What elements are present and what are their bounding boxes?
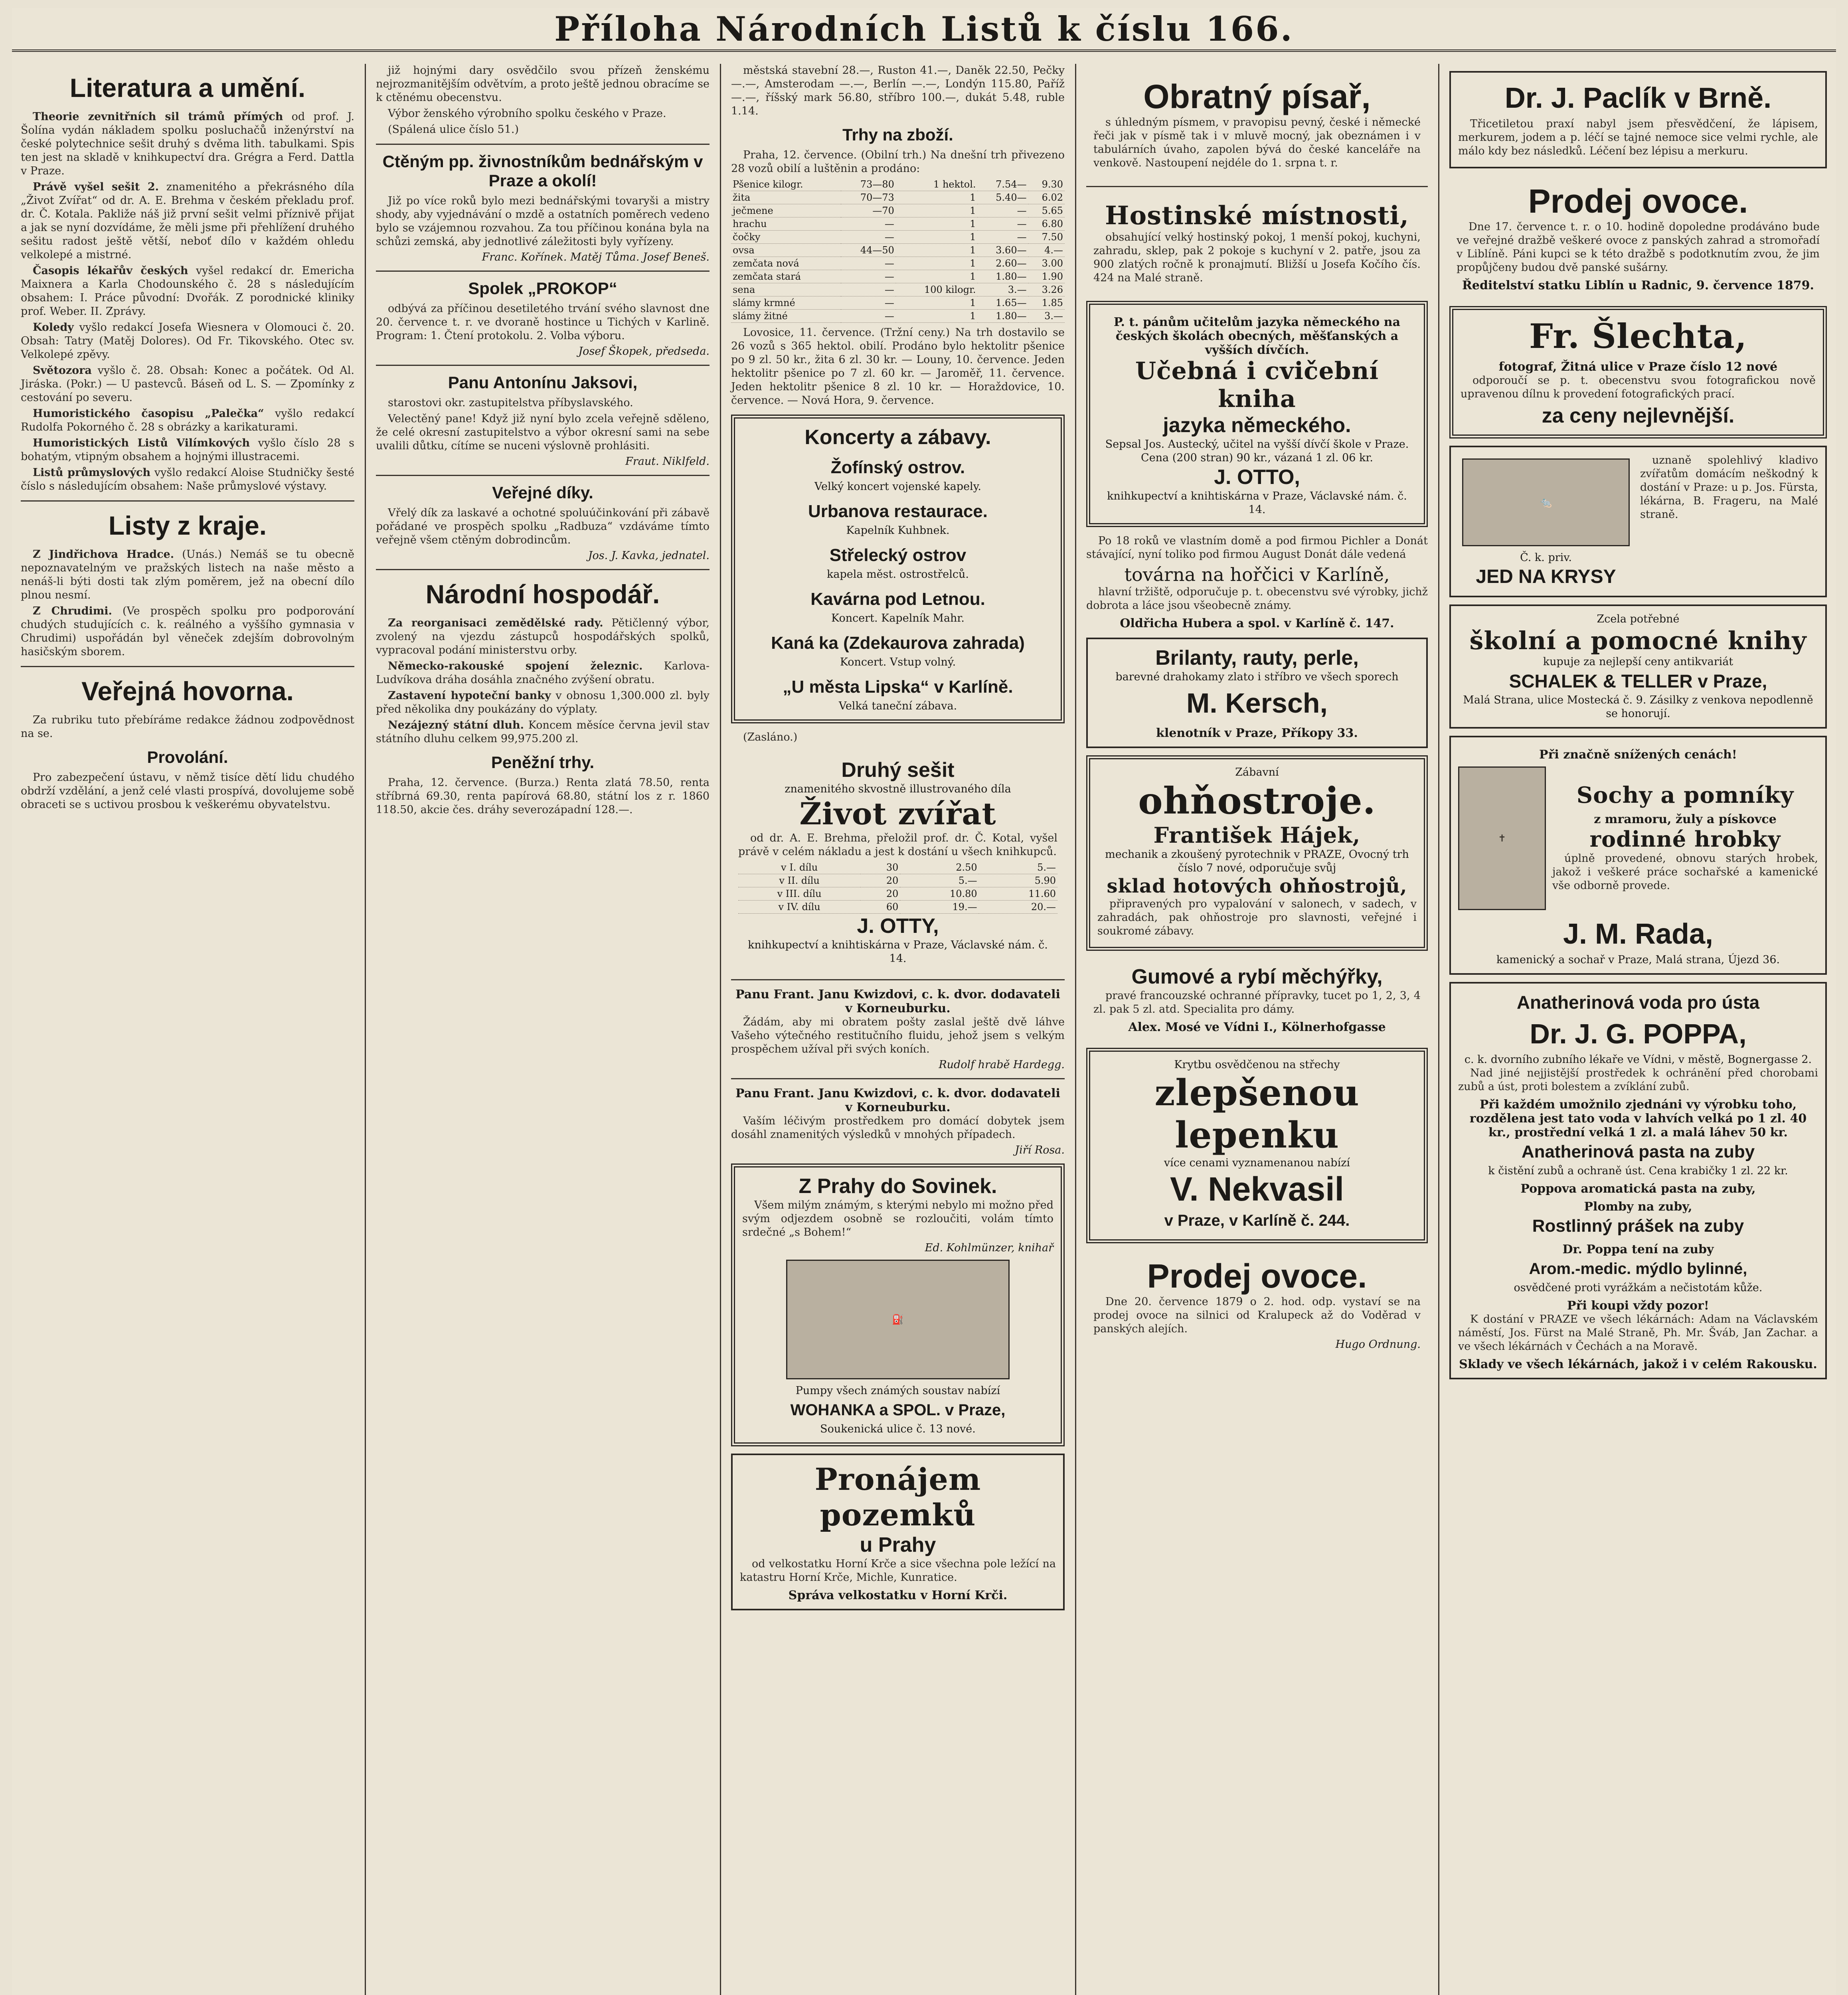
ad-headline: továrna na hořčici v Karlíně, bbox=[1124, 564, 1390, 585]
rat-engraving-image: 🐀 bbox=[1462, 458, 1630, 546]
article-item: Zastavení hypoteční banky v obnosu 1,300.000 zl. byly před několika dny poukázány do výplaty. bbox=[376, 689, 710, 715]
divider bbox=[376, 271, 710, 272]
article-subtitle: starostovi okr. zastupitelstva příbyslavského. bbox=[388, 397, 633, 409]
divider bbox=[1086, 186, 1428, 187]
table-row bbox=[731, 204, 1065, 217]
ad-title: Druhý sešit bbox=[841, 758, 955, 782]
table-cell: 20 bbox=[860, 874, 900, 887]
article-text: Lovosice, 11. července. (Tržní ceny.) Na trh dostavilo se 26 vozů s 365 hektol. obilí. Prodáno bylo hektolitr pšenice po 9 zl. 50 kr., žita 6 zl. 30 kr. — Louny, 10. července. Jeden hektolitr pšenice po 7 zl. 60 kr. — Jaroměř, 11. července. Jeden hektolitr pšenice 8 zl. 10 kr. — Horaždovice, 10. července. — Nová Hora, 9. července. bbox=[731, 326, 1065, 407]
venue-detail: Velký koncert vojenské kapely. bbox=[814, 480, 981, 493]
pump-engraving-image: ⛽ bbox=[786, 1260, 1010, 1379]
table-cell: 3.00 bbox=[1028, 257, 1065, 270]
table-cell: v IV. dílu bbox=[738, 901, 860, 914]
table-cell: 1.85 bbox=[1028, 296, 1065, 310]
ad-text: kupuje za nejlepší ceny antikvariát bbox=[1543, 656, 1733, 668]
article-title: Peněžní trhy. bbox=[491, 753, 595, 772]
ad-text: K dostání v PRAZE ve všech lékárnách: Adam na Václavském náměstí, Jos. Fürst na Malé Straně, Ph. Mr. Šváb, Jan Zachar. a ve všech lékárnách v Čechách a na Moravě. bbox=[1458, 1313, 1818, 1353]
ad-headline: ohňostroje. bbox=[1138, 779, 1376, 822]
table-row bbox=[731, 270, 1065, 283]
divider bbox=[376, 569, 710, 570]
ad-subtitle: znamenitého skvostně illustrovaného díla bbox=[785, 783, 1011, 795]
table-cell: — bbox=[841, 310, 896, 323]
table-cell: 60 bbox=[860, 901, 900, 914]
venue-name: Kaná ka (Zdekaurova zahrada) bbox=[771, 633, 1025, 653]
ad-headline: Sochy a pomníky bbox=[1576, 782, 1794, 808]
table-cell: 3.26 bbox=[1028, 283, 1065, 296]
article-title: Panu Antonínu Jaksovi, bbox=[448, 373, 638, 392]
ad-company: J. M. Rada, bbox=[1563, 918, 1714, 950]
table-cell: Pšenice kilogr. bbox=[731, 178, 841, 191]
article-text: Velectěný pane! Když již nyní bylo zcela veřejně sděleno, že celé okresní zastupitelstvo a výbor okresní sami na sebe uvalili důtku, cítíme se nuceni výslovně prohlásiti. bbox=[376, 413, 710, 452]
table-cell: 1 bbox=[896, 191, 978, 204]
signature: Výbor ženského výrobního spolku českého v Praze. bbox=[388, 107, 666, 120]
ad-text: Dne 20. července 1879 o 2. hod. odp. vystaví se na prodej ovoce na silnici od Kralupeck až do Voděrad v panských alejích. bbox=[1093, 1296, 1421, 1335]
ad-subtitle: fotograf, Žitná ulice v Praze číslo 12 nové bbox=[1498, 360, 1778, 374]
ad-headline: školní a pomocné knihy bbox=[1469, 626, 1807, 655]
table-cell: —70 bbox=[841, 204, 896, 217]
masthead bbox=[12, 8, 1836, 52]
ad-title: Z Prahy do Sovinek. bbox=[798, 1175, 997, 1198]
ad-text: osvědčené proti vyrážkám a nečistotám kůže. bbox=[1514, 1282, 1763, 1294]
table-cell: 1.80— bbox=[978, 310, 1028, 323]
ad-text: k čistění zubů a ochraně úst. Cena krabičky 1 zl. 22 kr. bbox=[1488, 1165, 1788, 1177]
venue-detail: Kapelník Kuhbnek. bbox=[846, 524, 950, 537]
table-cell: 4.— bbox=[1028, 244, 1065, 257]
article-title: Spolek „PROKOP“ bbox=[468, 279, 617, 298]
table-cell: 3.60— bbox=[978, 244, 1028, 257]
article-item: Listů průmyslových vyšlo redakcí Aloise Studničky šesté číslo s následujícím obsahem: Naše průmyslové výstavy. bbox=[21, 466, 354, 492]
table-cell: 5.90 bbox=[979, 874, 1057, 887]
table-cell: 6.80 bbox=[1028, 217, 1065, 231]
table-cell: — bbox=[978, 204, 1028, 217]
ad-land-lease bbox=[731, 1454, 1065, 1610]
ad-address: knihkupectví a knihtiskárna v Praze, Václavské nám. č. 14. bbox=[1107, 490, 1407, 516]
label: (Zasláno.) bbox=[743, 731, 798, 743]
table-cell: 9.30 bbox=[1028, 178, 1065, 191]
ad-school-books bbox=[1449, 604, 1827, 729]
ad-headline: Brilanty, rauty, perle, bbox=[1155, 646, 1359, 670]
ad-headline: Život zvířat bbox=[799, 796, 996, 832]
article-item: Z Chrudimi. (Ve prospěch spolku pro podporování chudých studujících c. k. reálného a vyššího gymnasia v Chrudimi) uspořádán byl věneček zdejším dobrovolným hasičským sborem. bbox=[21, 605, 355, 658]
signature: Správa velkostatku v Horní Krči. bbox=[788, 1588, 1008, 1602]
ad-subheadline: sklad hotových ohňostrojů, bbox=[1107, 875, 1407, 897]
column-2 bbox=[367, 64, 718, 1995]
article-item: Koledy vyšlo redakcí Josefa Wiesnera v Olomouci č. 20. Obsah: Tatry (Matěj Dolores). Od Fr. Tikovského. Otec sv. Velkolepé zpěvy. bbox=[21, 321, 354, 361]
venue-detail: Koncert. Kapelník Mahr. bbox=[831, 612, 965, 624]
ad-inn bbox=[1086, 194, 1428, 294]
table-cell: hrachu bbox=[731, 217, 841, 231]
ad-roofing bbox=[1086, 1048, 1428, 1243]
ad-jewelry bbox=[1086, 638, 1428, 748]
table-row bbox=[731, 217, 1065, 231]
ad-address: klenotník v Praze, Příkopy 33. bbox=[1156, 726, 1358, 740]
table-cell: čočky bbox=[731, 231, 841, 244]
table-row bbox=[731, 283, 1065, 296]
ad-pretitle: Zcela potřebné bbox=[1597, 613, 1680, 625]
table-cell: v II. dílu bbox=[738, 874, 860, 887]
cross-monument-image: ✝ bbox=[1458, 766, 1546, 910]
ad-subtitle: mechanik a zkoušený pyrotechnik v PRAZE, Ovocný trh číslo 7 nové, odporučuje svůj bbox=[1105, 848, 1409, 874]
ad-subheadline: Dr. Poppa tení na zuby bbox=[1562, 1242, 1714, 1256]
table-cell: 2.50 bbox=[900, 861, 978, 874]
forum-note: Za rubriku tuto přebíráme redakce žádnou zodpovědnost na se. bbox=[21, 714, 354, 740]
ad-fireworks bbox=[1086, 755, 1428, 951]
table-cell: — bbox=[841, 270, 896, 283]
section-title-regional: Listy z kraje. bbox=[108, 511, 267, 540]
article-text: Již po více roků bylo mezi bednářskými tovaryši a mistry shody, aby vyjednávání o mzdě a ostatních poměrech vedeno bylo se vzájemnou rozvahou. Za tou příčinou konána byla na schůzi zemská, aby jednotlivé záležitosti byly vyřízeny. bbox=[376, 195, 710, 248]
ad-text: s úhledným písmem, v pravopisu pevný, české i německé řeči jak v písmě tak i v mluvě mocný, jak obeznámen i v tabulárních úvaho, zapolen bývá do české kanceláře na venkově. Nastoupení nejdéle do 1. srpna t. r. bbox=[1093, 116, 1421, 169]
address: (Spálená ulice číslo 51.) bbox=[388, 123, 519, 136]
table-cell: 1 bbox=[896, 244, 978, 257]
ad-text: úplně provedené, obnovu starých hrobek, jakož i veškeré práce sochařské a kamenické vše odborně provede. bbox=[1552, 852, 1818, 892]
ad-company: František Hájek, bbox=[1153, 822, 1361, 848]
table-cell: 3.— bbox=[1028, 310, 1065, 323]
ad-subtitle: z mramoru, žuly a pískovce bbox=[1594, 812, 1777, 826]
ad-warning: Při koupi vždy pozor! bbox=[1567, 1299, 1709, 1313]
ad-pretitle: Krytbu osvědčenou na střechy bbox=[1174, 1059, 1340, 1071]
ad-pretitle: Při značně snížených cenách! bbox=[1539, 748, 1737, 762]
table-cell: 1 bbox=[896, 204, 978, 217]
table-cell: 1.65— bbox=[978, 296, 1028, 310]
ad-publisher: J. OTTY, bbox=[857, 915, 939, 938]
article-item: Světozora vyšlo č. 28. Obsah: Konec a počátek. Od Al. Jiráska. (Pokr.) — U pastevců. Báseň od L. S. — Zpomínky z cestování po severu. bbox=[21, 364, 354, 404]
table-row bbox=[731, 257, 1065, 270]
table-cell: 70—73 bbox=[841, 191, 896, 204]
table-cell: 5.— bbox=[979, 861, 1057, 874]
proclamation-title: Provolání. bbox=[147, 748, 228, 766]
article-title: Ctěným pp. živnostníkům bednářským v Praze a okolí! bbox=[382, 152, 703, 190]
divider bbox=[376, 365, 710, 366]
table-cell: ječmene bbox=[731, 204, 841, 217]
article-item: Za reorganisaci zemědělské rady. Pětičlenný výbor, zvolený na vjezdu zástupců hospodářských spolků, vypracoval podání ministerstvu orby. bbox=[376, 617, 710, 656]
signature: Ředitelství statku Liblín u Radnic, 9. července 1879. bbox=[1462, 279, 1814, 292]
venue-name: „U města Lipska“ v Karlíně. bbox=[783, 677, 1013, 697]
ad-text: hlavní tržiště, odporučuje p. t. obecenstvu své výrobky, jichž dobrota a láce jsou všeobecně známy. bbox=[1086, 586, 1428, 612]
ad-pretitle: Zábavní bbox=[1235, 766, 1279, 778]
table-row bbox=[738, 901, 1057, 914]
ad-subtitle: více cenami vyznamenanou nabízí bbox=[1164, 1157, 1350, 1169]
table-cell: 3.— bbox=[978, 283, 1028, 296]
ad-subheadline: rodinné hrobky bbox=[1589, 826, 1781, 852]
table-cell: — bbox=[841, 296, 896, 310]
article-item: Z Jindřichova Hradce. (Unás.) Nemáš se tu obecně nepoznavatelným ve pražských listech na naše město a nenáš-li býti dosti tak zlým poměrem, jež na obecní dílo plnou nesmí. bbox=[21, 548, 354, 601]
table-cell: 1 hektol. bbox=[896, 178, 978, 191]
ad-subtitle: jazyka německého. bbox=[1163, 414, 1351, 437]
column-rule bbox=[365, 64, 366, 1995]
table-cell: 1 bbox=[896, 296, 978, 310]
table-cell: 30 bbox=[860, 861, 900, 874]
grain-price-table bbox=[731, 178, 1065, 323]
table-row bbox=[731, 296, 1065, 310]
table-cell: ovsa bbox=[731, 244, 841, 257]
venue-detail: Koncert. Vstup volný. bbox=[840, 656, 956, 668]
section-title-economy: Národní hospodář. bbox=[425, 579, 660, 609]
article-item: Theorie zevnitřních sil trámů přímých od prof. J. Šolína vydán nákladem spolku posluchačů inženýrství na české polytechnice sešit druhý s dvěma lith. tabulkami. Spis ten jest na skladě v knihkupectví dra. Grégra a Ferd. Dattla v Praze. bbox=[21, 111, 355, 177]
ad-text: Nad jiné nejjistější prostředek k ochránění před chorobami zubů a úst, proti bolestem a zvíklání zubů. bbox=[1458, 1067, 1818, 1093]
article-item: Právě vyšel sešit 2. znamenitého a překrásného díla „Život Zvířat“ od dr. A. E. Brehma v českém překladu prof. dr. Č. Kotala. Pakliže náš již první sešit velmi příznivě přijat a jak se nyní dozvídáme, že měli jsme při přehlížení druhého sešitu radost ještě větší, neboť dílo v každém ohledu velkolepé a mistrné. bbox=[21, 181, 354, 261]
ad-address: knihkupectví a knihtiskárna v Praze, Václavské nám. č. 14. bbox=[748, 939, 1048, 965]
signature: Rudolf hrabě Hardegg. bbox=[939, 1059, 1065, 1071]
ad-headline: Dr. J. Paclík v Brně. bbox=[1504, 82, 1772, 114]
ad-price: za ceny nejlevnější. bbox=[1542, 404, 1735, 427]
column-4 bbox=[1077, 64, 1437, 1995]
venue-name: Střelecký ostrov bbox=[829, 545, 966, 565]
venue-name: Kavárna pod Letnou. bbox=[810, 589, 985, 609]
table-cell: v I. dílu bbox=[738, 861, 860, 874]
ad-photographer bbox=[1449, 306, 1827, 439]
ad-headline: zlepšenou lepenku bbox=[1154, 1072, 1360, 1156]
ad-company: V. Nekvasil bbox=[1170, 1170, 1344, 1208]
table-cell: 5.— bbox=[900, 874, 978, 887]
table-cell: 7.54— bbox=[978, 178, 1028, 191]
table-cell: slámy žitné bbox=[731, 310, 841, 323]
ad-headline: Pronájem pozemků bbox=[814, 1462, 981, 1533]
divider bbox=[731, 1078, 1065, 1079]
table-cell: v III. dílu bbox=[738, 887, 860, 901]
table-cell: 1.90 bbox=[1028, 270, 1065, 283]
ad-rubber bbox=[1086, 958, 1428, 1041]
signature: Josef Škopek, předseda. bbox=[578, 345, 710, 358]
ad-fruit-sale bbox=[1086, 1250, 1428, 1363]
column-5 bbox=[1441, 64, 1836, 1995]
ad-headline: Fr. Šlechta, bbox=[1529, 316, 1747, 356]
signature: Oldřicha Hubera a spol. v Karlíně č. 147. bbox=[1120, 616, 1394, 630]
table-cell: 7.50 bbox=[1028, 231, 1065, 244]
table-cell: 1 bbox=[896, 231, 978, 244]
ad-footer: Sklady ve všech lékárnách, jakož i v celém Rakousku. bbox=[1459, 1357, 1817, 1371]
ad-subheadline: Rostlinný prášek na zuby bbox=[1532, 1216, 1744, 1236]
signature: Alex. Mosé ve Vídni I., Kölnerhofgasse bbox=[1128, 1020, 1386, 1034]
ad-address: kamenický a sochař v Praze, Malá strana, Újezd 36. bbox=[1496, 954, 1780, 966]
section-title-public-forum: Veřejná hovorna. bbox=[81, 676, 294, 706]
ad-company: Dr. J. G. POPPA, bbox=[1530, 1018, 1747, 1049]
venue-detail: kapela měst. ostrostřelců. bbox=[827, 568, 969, 581]
masthead-title: Příloha Národních Listů k číslu 166. bbox=[554, 9, 1294, 49]
ad-address: Soukenická ulice č. 13 nové. bbox=[820, 1423, 976, 1435]
table-row bbox=[738, 887, 1057, 901]
ad-headline: Prodej ovoce. bbox=[1147, 1257, 1367, 1295]
ad-textbook bbox=[1086, 301, 1428, 527]
table-row bbox=[738, 874, 1057, 887]
table-cell: zemčata nová bbox=[731, 257, 841, 270]
table-cell: — bbox=[841, 217, 896, 231]
ad-text: obsahující velký hostinský pokoj, 1 menší pokoj, kuchyni, zahradu, sklep, pak 2 pokoje s kuchyní v 2. patře, jsou za 900 zlatých ročně k pronajmutí. Bližší u Josefa Kočího čís. 424 na Malé straně. bbox=[1093, 231, 1421, 284]
ad-subtitle: c. k. dvorního zubního lékaře ve Vídni, v městě, Bognergasse 2. bbox=[1464, 1053, 1812, 1066]
table-cell: 11.60 bbox=[979, 887, 1057, 901]
signature: Jos. J. Kavka, jednatel. bbox=[588, 549, 710, 562]
ad-text: Všem milým známým, s kterými nebylo mi možno před svým odjezdem osobně se rozloučiti, volám tímto srdečné „s Bohem!“ bbox=[742, 1199, 1053, 1238]
ad-company: WOHANKA a SPOL. v Praze, bbox=[790, 1401, 1006, 1419]
letter-text: Vaším léčivým prostředkem pro domácí dobytek jsem dosáhl znamenitých výsledků v mnohých případech. bbox=[731, 1115, 1065, 1141]
table-cell: — bbox=[978, 231, 1028, 244]
ad-subheadline: Anatherinová pasta na zuby bbox=[1521, 1142, 1755, 1161]
table-cell: — bbox=[841, 231, 896, 244]
ad-headline: Učebná i cvičební kniha bbox=[1135, 357, 1379, 413]
ad-headline: JED NA KRYSY bbox=[1476, 566, 1616, 587]
divider bbox=[21, 666, 354, 667]
table-cell: 5.65 bbox=[1028, 204, 1065, 217]
ad-headline: Obratný písař, bbox=[1143, 78, 1371, 115]
ad-text: pravé francouzské ochranné přípravky, tucet po 1, 2, 3, 4 zl. pak 5 zl. atd. Specialita pro dámy. bbox=[1093, 990, 1421, 1015]
proclamation-text: Pro zabezpečení ústavu, v němž tisíce dětí lidu chudého obdrží vzdělání, a jenž celé vlasti prospívá, dovolujeme sobě obraceti se s uctivou prosbou k veškerému obyvatelstvu. bbox=[21, 771, 354, 811]
column-1 bbox=[12, 64, 363, 1995]
ad-headline: Hostinské místnosti, bbox=[1105, 201, 1409, 231]
ad-text: Pumpy všech známých soustav nabízí bbox=[795, 1385, 1000, 1397]
table-row bbox=[731, 244, 1065, 257]
table-cell: sena bbox=[731, 283, 841, 296]
ad-text: od dr. A. E. Brehma, přeložil prof. dr. Č. Kotal, vyšel právě v celém nákladu a jest k dostání u všech knihkupců. bbox=[738, 832, 1057, 858]
table-cell: 1 bbox=[896, 257, 978, 270]
literature-items bbox=[21, 110, 354, 493]
table-cell: 1 bbox=[896, 310, 978, 323]
ad-text: Po 18 roků ve vlastním domě a pod firmou Pichler a Donát stávající, nyní toliko pod firmou August Donát dále vedená bbox=[1086, 535, 1428, 561]
ad-book bbox=[731, 751, 1065, 972]
ad-address: v Praze, v Karlíně č. 244. bbox=[1164, 1212, 1350, 1229]
article-title: Trhy na zboží. bbox=[842, 125, 953, 144]
table-row bbox=[731, 191, 1065, 204]
article-item: Nezájezný státní dluh. Koncem měsíce června jevil stav státního dluhu celkem 99,975.200 zl. bbox=[376, 719, 710, 745]
table-row bbox=[731, 231, 1065, 244]
ad-dental bbox=[1449, 982, 1827, 1379]
table-cell: 2.60— bbox=[978, 257, 1028, 270]
column-rule bbox=[1075, 64, 1076, 1995]
ad-text: připravených pro vypalování v salonech, v sadech, v zahradách, pak ohňostroje pro slavnosti, veřejné i soukromé zábavy. bbox=[1097, 898, 1417, 937]
signature: Fraut. Niklfeld. bbox=[625, 455, 710, 468]
table-cell: 20.— bbox=[979, 901, 1057, 914]
ad-company: SCHALEK & TELLER v Praze, bbox=[1509, 671, 1767, 691]
ad-text: uznaně spolehlivý kladivo zvířatům domácím neškodný k dostání v Praze: u p. Jos. Fürsta, lékárna, B. Frageru, na Malé straně. bbox=[1640, 454, 1818, 521]
venue-name: Žofínský ostrov. bbox=[830, 458, 965, 477]
ad-label: Č. k. priv. bbox=[1520, 551, 1572, 564]
article-item: Německo-rakouské spojení železnic. Karlova-Ludvíkova dráha dosáhla značného zvýšení obratu. bbox=[376, 660, 710, 686]
table-cell: žita bbox=[731, 191, 841, 204]
table-cell: — bbox=[978, 217, 1028, 231]
ad-rat-poison bbox=[1449, 446, 1827, 597]
ad-sovinek bbox=[731, 1163, 1065, 1446]
divider bbox=[376, 144, 710, 145]
article-text: Vřelý dík za laskavé a ochotné spoluúčinkování při zábavě pořádané ve prospěch spolku „Radbuza“ vzdáváme tímto veřejně všem ctěným dobrodincům. bbox=[376, 507, 710, 546]
signature: Ed. Kohlmünzer, knihař bbox=[925, 1242, 1053, 1254]
table-cell: 5.40— bbox=[978, 191, 1028, 204]
signature: Hugo Ordnung. bbox=[1335, 1338, 1421, 1351]
venue-name: Urbanova restaurace. bbox=[808, 502, 988, 521]
ad-headline: Gumové a rybí měchýřky, bbox=[1131, 965, 1383, 988]
ad-fruit-sale bbox=[1449, 176, 1827, 299]
ad-subheadline: Plomby na zuby, bbox=[1584, 1200, 1692, 1214]
article-text: Praha, 12. července. (Burza.) Renta zlatá 78.50, renta stříbrná 69.30, renta papírová 68.80, státní los z r. 1860 118.50, akcie čes. dráhy severozápadní 128.—. bbox=[376, 776, 710, 816]
table-cell: zemčata stará bbox=[731, 270, 841, 283]
ad-subtitle: u Prahy bbox=[860, 1533, 936, 1556]
column-rule bbox=[1438, 64, 1439, 1995]
article-item: Humoristických Listů Vilímkových vyšlo číslo 28 s bohatým, vtipným obsahem a hojnými illustracemi. bbox=[21, 437, 355, 463]
table-row bbox=[738, 861, 1057, 874]
ad-price: Při každém umožnilo zjednáni vy výrobku toho, rozdělena jest tato voda v lahvích velká po 1 zl. 40 kr., prostřední velká 1 zl. a malá láhev 50 kr. bbox=[1469, 1098, 1807, 1140]
article-text: odbývá za příčinou desetiletého trvání svého slavnost dne 20. července t. r. ve dvoraně hostince u Tichých v Karlině. Program: 1. Čtení protokolu. 2. Volba výboru. bbox=[376, 302, 710, 342]
article-item: Humoristického časopisu „Palečka“ vyšlo redakcí Rudolfa Pokorného č. 28 s obrázky a karikaturami. bbox=[21, 407, 354, 433]
table-cell: 1 bbox=[896, 217, 978, 231]
ad-price: Cena (200 stran) 90 kr., vázaná 1 zl. 06 kr. bbox=[1141, 452, 1373, 464]
article-text: Praha, 12. července. (Obilní trh.) Na dnešní trh přivezeno 28 vozů obilí a luštěnin a prodáno: bbox=[731, 149, 1065, 175]
table-cell: 44—50 bbox=[841, 244, 896, 257]
ad-publisher: J. OTTO, bbox=[1214, 466, 1300, 489]
article-item: Časopis lékařův českých vyšel redakcí dr. Emericha Maixnera a Karla Chodounského č. 28 s následujícím obsahem: I. Práce původní: Dvořák. Z porodnické kliniky prof. Weber. II. Zprávy. bbox=[21, 265, 354, 318]
table-cell: 100 kilogr. bbox=[896, 283, 978, 296]
ad-monuments bbox=[1449, 736, 1827, 975]
ad-scribe bbox=[1086, 71, 1428, 179]
table-cell: 6.02 bbox=[1028, 191, 1065, 204]
table-row bbox=[731, 178, 1065, 191]
letter-title: Panu Frant. Janu Kwizdovi, c. k. dvor. dodavateli v Korneuburku. bbox=[735, 1086, 1060, 1114]
ad-text: Dne 17. července t. r. o 10. hodině dopoledne prodáváno bude ve veřejné dražbě veškeré ovoce z panských zahrad a stromořadí v Liblíně. Páni kupci se k této dražbě s podotknutím zvou, že jim propůjčeny budou dvě panské sušárny. bbox=[1457, 221, 1820, 274]
letter-text: Žádám, aby mi obratem pošty zaslal ještě dvě láhve Vašeho výtečného restitučního fluidu, jehož jsem s velkým prospěchem užíval při svých koních. bbox=[731, 1016, 1065, 1055]
ad-concerts bbox=[731, 415, 1065, 723]
column-rule bbox=[720, 64, 721, 1995]
table-cell: — bbox=[841, 283, 896, 296]
ad-subtitle: barevné drahokamy zlato i stříbro ve všech sporech bbox=[1115, 671, 1399, 683]
ad-headline: Prodej ovoce. bbox=[1528, 182, 1748, 220]
ad-author: Sepsal Jos. Austecký, učitel na vyšší dívčí škole v Praze. bbox=[1105, 438, 1409, 450]
ad-address: Malá Strana, ulice Mostecká č. 9. Zásilky z venkova nepodlenně se honorují. bbox=[1463, 694, 1813, 720]
table-cell: 1.80— bbox=[978, 270, 1028, 283]
venue-detail: Velká taneční zábava. bbox=[838, 700, 957, 712]
column-3 bbox=[722, 64, 1073, 1995]
ad-title: Koncerty a zábavy. bbox=[804, 426, 991, 449]
section-title-literature: Literatura a umění. bbox=[69, 73, 306, 103]
table-cell: — bbox=[841, 257, 896, 270]
table-row bbox=[731, 310, 1065, 323]
signature: Franc. Kořínek. Matěj Tůma. Josef Beneš. bbox=[482, 251, 710, 263]
table-cell: 19.— bbox=[900, 901, 978, 914]
ad-company: M. Kersch, bbox=[1186, 687, 1328, 719]
divider bbox=[376, 475, 710, 476]
ad-headline: Anatherinová voda pro ústa bbox=[1516, 992, 1760, 1013]
table-cell: 1 bbox=[896, 270, 978, 283]
ad-subheadline: Arom.-medic. mýdlo bylinné, bbox=[1529, 1260, 1747, 1278]
divider bbox=[731, 979, 1065, 980]
ad-subheadline: Poppova aromatická pasta na zuby, bbox=[1520, 1182, 1756, 1196]
article-text: již hojnými dary osvědčilo svou přízeň ženskému nejrozmanitějším odvětvím, a proto ještě jednou obracíme se k ctěnému obecenstvu. bbox=[376, 64, 710, 104]
signature: Jiří Rosa. bbox=[1015, 1144, 1065, 1156]
article-title: Veřejné díky. bbox=[492, 483, 593, 502]
ad-doctor bbox=[1449, 71, 1827, 168]
ad-intro: P. t. pánům učitelům jazyka německého na českých školách obecných, měšťanských a vyšších dívčích. bbox=[1113, 315, 1401, 357]
letter-title: Panu Frant. Janu Kwizdovi, c. k. dvor. dodavateli v Korneuburku. bbox=[735, 988, 1060, 1015]
ad-text: od velkostatku Horní Krče a sice všechna pole ležící na katastru Horní Krče, Michle, Kunratice. bbox=[740, 1558, 1056, 1584]
table-cell: slámy krmné bbox=[731, 296, 841, 310]
price-table bbox=[738, 861, 1057, 914]
ad-text: odporoučí se p. t. obecenstvu svou fotografickou nově upravenou dílnu k provedení fotografických prací. bbox=[1461, 374, 1816, 400]
table-cell: 10.80 bbox=[900, 887, 978, 901]
divider bbox=[21, 500, 354, 502]
table-cell: 73—80 bbox=[841, 178, 896, 191]
newspaper-page bbox=[12, 8, 1836, 1995]
article-text: městská stavební 28.—, Ruston 41.—, Daněk 22.50, Pečky —.—, Amsterodam —.—, Berlín —.—, Londýn 115.80, Paříž —.—, říšský mark 56.80, stříbro 100.—, dukát 5.48, ruble 1.14. bbox=[731, 64, 1065, 117]
table-cell: 20 bbox=[860, 887, 900, 901]
ad-text: Třicetiletou praxí nabyl jsem přesvědčení, že lápisem, merkurem, jodem a p. léčí se tajné nemoce sice velmi rychle, ale málo kdy bez následků. Léčení bez lépisu a merkuru. bbox=[1458, 118, 1818, 157]
